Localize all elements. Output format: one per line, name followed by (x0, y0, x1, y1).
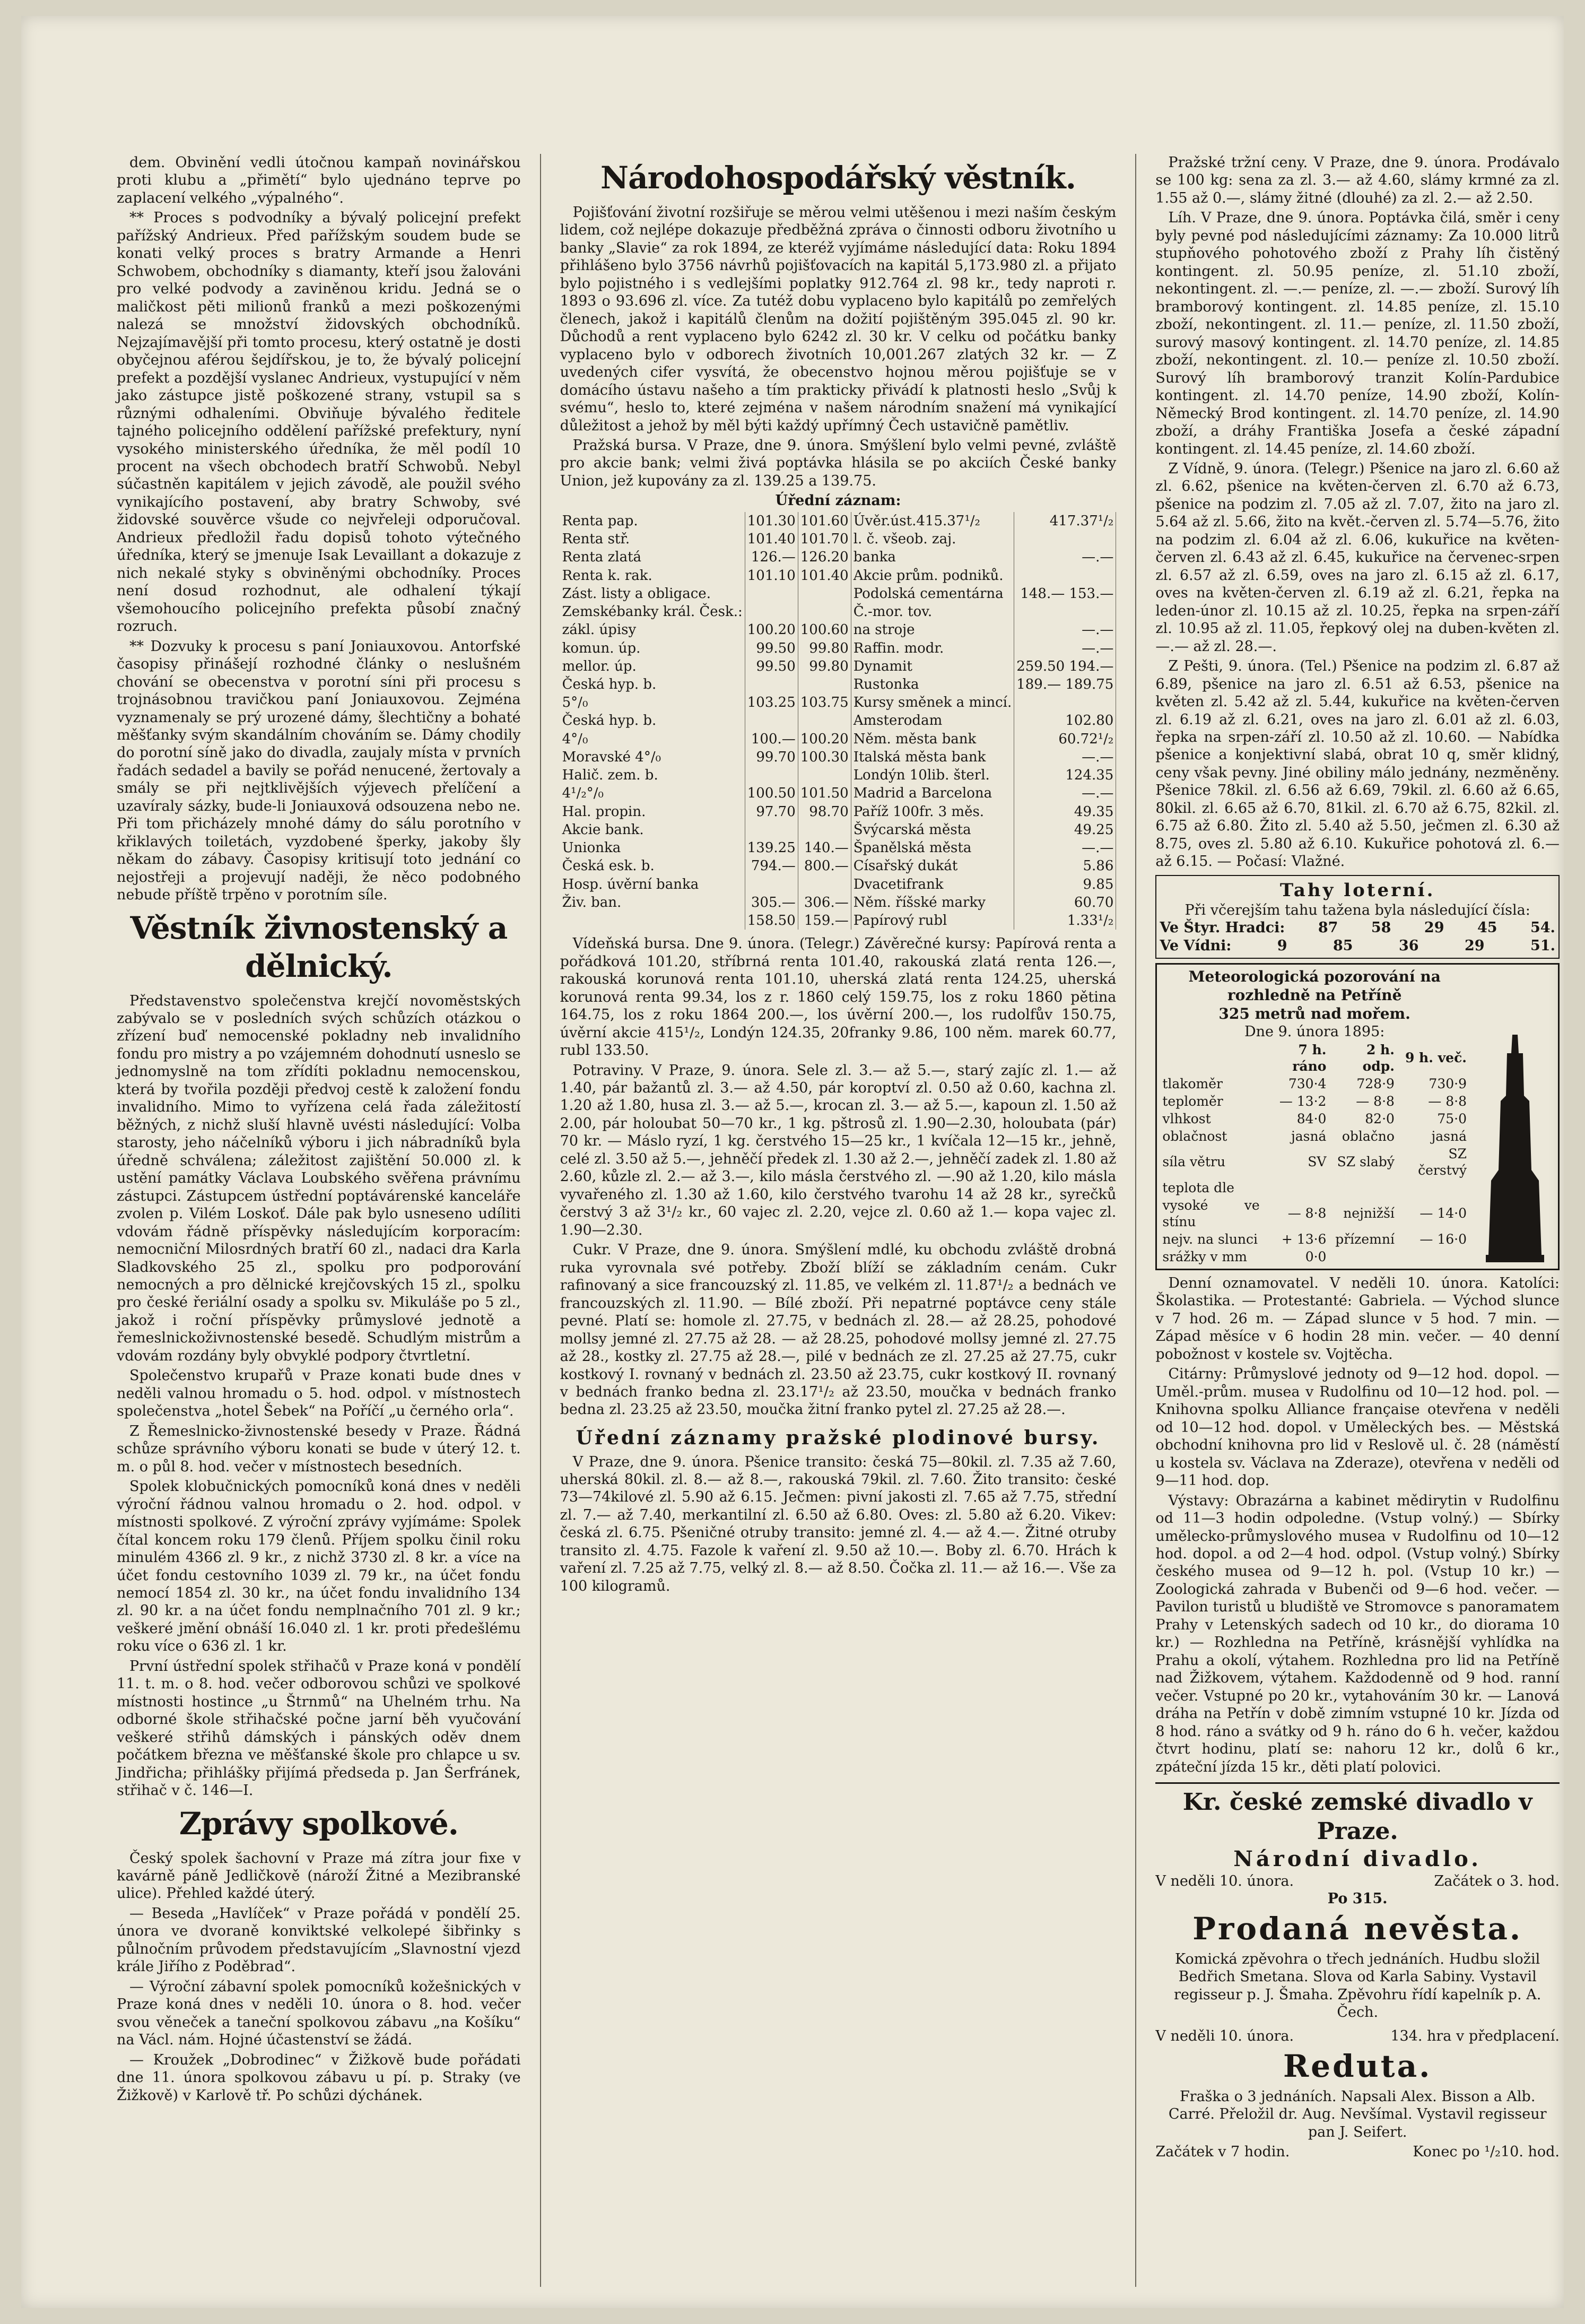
rates-cell (745, 603, 798, 621)
meteo-cell: — 8·8 (1356, 1093, 1395, 1109)
article-vienna-bourse: Vídeňská bursa. Dne 9. února. (Telegr.) Závěrečné kursy: Papírová renta a pořádková 101.20, stříbrná renta 101.40, rakouská zlatá renta 126.—, rakouská korunová renta 101.10, uherská zlatá renta 124.25, uherská korunová renta 99.34, los z r. 1860 celý 159.75, los z roku 1860 pětina 164.75, los z roku 1864 200.—, los úvěrní 200.—, los rudolfův 150.75, úvěrní akcie 415¹/₂, Londýn 124.35, 20franky 9.86, 100 něm. marek 60.77, rubl 133.50. (560, 935, 1117, 1059)
article-dobrodinec: — Kroužek „Dobrodinec“ v Žižkově bude pořádati dne 11. února spolkovou zábavu u pí. p. Straky (ve Žižkově) v Karlově tř. Po schůzi dýchánek. (117, 2051, 521, 2104)
rates-cell: 60.72¹/₂ (1014, 730, 1116, 748)
lottery-row (1160, 919, 1555, 936)
rates-cell: Hal. propin. (560, 803, 745, 821)
lottery-rows (1160, 919, 1555, 955)
article-market-prices: Pražské tržní ceny. V Praze, dne 9. února. Prodávalo se 100 kg: sena za zl. 3.— až 4.60, slámy krmné za zl. 1.55 až 0.—, slámy žitné (dlouhé) za zl. 2.— až 2.50. (1155, 154, 1560, 206)
rates-cell (745, 766, 798, 784)
lottery-number: 29 (1465, 937, 1485, 954)
article-millers: Společenstvo krupařů v Praze konati bude dnes v neděli valnou hromadu o 5. hod. odpol. v místnostech společenstva „hotel Šebek“ na Poříčí „u černého orla“. (117, 1367, 521, 1420)
rates-title: Úřední záznam: (775, 492, 901, 509)
meteo-cell: oblačno (1342, 1128, 1395, 1144)
show2-desc: Fraška o 3 jednáních. Napsali Alex. Bisson a Alb. Carré. Přeložil dr. Aug. Nevšímal. Vystavil regisseur pan J. Seifert. (1168, 2088, 1547, 2140)
article-craft-club: Z Řemeslnicko-živnostenské besedy v Praze. Řádná schůze správního výboru konati se bude v úterý 12. t. m. o půl 8. hod. večer v místnostech besedních. (117, 1423, 521, 1475)
lottery-title: Tahy loterní. (1279, 879, 1435, 901)
rates-cell: 60.70 (1014, 894, 1116, 912)
rates-cell: Hosp. úvěrní banka (560, 875, 745, 894)
rates-cell: Unionka (560, 839, 745, 857)
article-reading-rooms: Citárny: Průmyslové jednoty od 9—12 hod. dopol. — Uměl.-prům. musea v Rudolfinu od 10—12 hod. pol. — Knihovna spolku Alliance française otevřena v neděli od 10—12 hod. dopol. v Uměleckých bes. — Městská obchodní knihovna pro lid v Reslově ul. č. 28 (náměstí u kostela sv. Václava na Zderaze), otevřena v neděli od 9—11 hod. dop. (1155, 1366, 1560, 1489)
meteo-cell: 84·0 (1296, 1111, 1327, 1126)
rates-cell: 103.25 (745, 693, 798, 712)
rates-cell: 189.— 189.75 (1014, 675, 1116, 693)
rates-cell: 4¹/₂°/₀ (560, 784, 745, 802)
rates-cell (745, 585, 798, 603)
lottery-number: 45 (1477, 920, 1497, 936)
rates-cell: Něm. města bank (851, 730, 1014, 748)
article-exhibitions: Výstavy: Obrazárna a kabinet mědirytin v Rudolfinu od 11—3 hodin odpoledne. (Vstup volný.) — Sbírky umělecko-průmyslového musea v Rudolfinu od 10—12 hod. dopol. a od 2—4 hod. odpol. (Vstup volný.) Sbírky českého musea od 9—12 h. pol. (Vstup 10 kr.) — Zoologická zahrada v Bubenči od 9—6 hod. večer. — Pavilon turistů u bludiště ve Stromovce s panoramatem Prahy v Letenských sadech od 10 kr., do diorama 10 kr.) — Rozhledna na Petříně, krásnější vyhlídka na Prahu a okolí, výtahem. Rozhledna pro lid na Petříně nad Žižkovem, výtahem. Každodenně od 9 hod. ranní večer. Vstupné po 20 kr., vytahováním 30 kr. — Lanová dráha na Petřín v době zimním vstupné 10 kr. Jízda od 8 hod. ráno a svátky od 9 h. ráno do 6 h. večer, každou čtvrt hodinu, platí se: nahoru 12 kr., dolů 6 kr., zpáteční jízda 15 kr., děti platí polovici. (1155, 1492, 1560, 1775)
rates-cell: —.— (1014, 548, 1116, 566)
meteo-cell: přízemní (1335, 1231, 1395, 1247)
rates-cell: 99.80 (798, 657, 851, 675)
show2-start: Začátek v 7 hodin. (1155, 2144, 1290, 2161)
theatre-listing (1155, 1782, 1560, 2161)
rates-cell (745, 821, 798, 839)
rates-cell: Papírový rubl (851, 912, 1014, 930)
rates-cell: 306.— (798, 894, 851, 912)
meteo-table (1160, 1041, 1469, 1265)
rates-row (560, 784, 1116, 802)
rates-cell: 417.37¹/₂ (1014, 512, 1116, 530)
rates-row (560, 912, 1116, 930)
column-1 (117, 154, 521, 2287)
meteo-title: Meteorologická pozorování na rozhledně na Petříně (1188, 968, 1441, 1004)
rates-cell (745, 712, 798, 730)
section-heading-clubs: Zprávy spolkové. (179, 1805, 458, 1842)
meteo-cell: 7 h. ráno (1292, 1042, 1327, 1074)
petrin-tower-icon (1475, 968, 1555, 1265)
rates-cell: banka (851, 548, 1014, 566)
rates-cell: Úvěr.úst.415.37¹/₂ (851, 512, 1014, 530)
rates-cell: Renta zlatá (560, 548, 745, 566)
theatre-title: Kr. české zemské divadlo v Praze. (1182, 1789, 1532, 1845)
rates-cell: Raffin. modr. (851, 639, 1014, 657)
rates-cell: Moravské 4°/₀ (560, 748, 745, 766)
show1-desc: Komická zpěvohra o třech jednáních. Hudbu složil Bedřich Smetana. Slova od Karla Sabiny. Vystavil regisseur p. J. Šmaha. Zpěvohru řídí kapelník p. A. Čech. (1174, 1950, 1542, 2021)
lottery-row (1160, 937, 1555, 955)
meteo-cell: nejnižší (1343, 1206, 1395, 1221)
rates-cell: Halič. zem. b. (560, 766, 745, 784)
meteo-subtitle: 325 metrů nad mořem. (1218, 1004, 1410, 1022)
meteo-cell: + 13·6 (1281, 1231, 1327, 1247)
rates-cell (1014, 693, 1116, 712)
lottery-number: 87 (1318, 920, 1338, 936)
rates-cell: —.— (1014, 839, 1116, 857)
rates-row (560, 548, 1116, 566)
rates-row (560, 821, 1116, 839)
lottery-number: 54. (1530, 920, 1555, 936)
rates-cell: 102.80 (1014, 712, 1116, 730)
column-2 (560, 154, 1117, 2287)
section-heading-economy: Národohospodářský věstník. (600, 160, 1076, 196)
rates-cell: 100.20 (798, 730, 851, 748)
meteo-cell: tlakoměr (1162, 1076, 1223, 1091)
article-cutters: První ústřední spolek střihačů v Praze koná v pondělí 11. t. m. o 8. hod. večer odborovou schůzi ve spolkové místnosti hostince „u Štrnmů“ na Uhelném trhu. Na odborné škole střihačské počne jarní běh vyučování veškeré střihů dámských i pánských oděv dnem počátkem března ve měšťanské škole pro chlapce u sv. Jindřicha; přihlášky přijímá předseda p. Jan Šerfránek, střihač v č. 146—I. (117, 1658, 521, 1799)
meteo-row (1160, 1128, 1469, 1145)
article-hatters: Spolek klobučnických pomocníků koná dnes v neděli výroční řádnou valnou hromadu o 2. hod. odpol. v místnosti spolkové. Z výroční zprávy vyjímáme: Spolek čítal koncem roku 179 členů. Příjem spolku činil roku minulém 4366 zl. 9 kr., z nichž 3730 zl. 8 kr. a více na účet fondu cestovního 1039 zl. 79 kr., na účet fondu nemocí 1854 zl. 30 kr., na účet fondu invalidního 134 zl. 90 kr. a na účet fondu nemplnačního 701 zl. 9 kr.; veškeré jmění obnáší 16.040 zl. 1 kr. proti předešlému roku více o 636 zl. 1 kr. (117, 1478, 521, 1655)
lottery-number: Ve Štyr. Hradci: (1160, 920, 1285, 936)
rates-cell: 98.70 (798, 803, 851, 821)
rates-cell: 5.86 (1014, 857, 1116, 875)
meteo-row (1160, 1179, 1469, 1196)
rates-cell (745, 875, 798, 894)
rates-row (560, 657, 1116, 675)
rates-cell: Akcie prům. podniků. (851, 567, 1014, 585)
rates-cell: 126.20 (798, 548, 851, 566)
meteo-cell: vysoké ve stínu (1162, 1197, 1260, 1229)
rates-cell: —.— (1014, 748, 1116, 766)
rates-cell: 140.— (798, 839, 851, 857)
newspaper-page (21, 16, 1564, 2308)
meteo-cell: 2 h. odp. (1362, 1042, 1395, 1074)
meteo-cell: — 8·8 (1287, 1206, 1327, 1221)
rates-cell: 4°/₀ (560, 730, 745, 748)
rates-cell: Dvacetifrank (851, 875, 1014, 894)
meteo-cell: jasná (1431, 1128, 1467, 1144)
rates-cell: 100.60 (798, 621, 851, 639)
meteo-cell: srážky v mm (1162, 1248, 1247, 1264)
meteo-row (1160, 1041, 1469, 1075)
rates-cell: Kursy směnek a mincí. (851, 693, 1014, 712)
rates-row (560, 766, 1116, 784)
rates-cell: na stroje (851, 621, 1014, 639)
meteo-cell: oblačnost (1162, 1128, 1227, 1144)
theatre-subtitle: Národní divadlo. (1233, 1846, 1482, 1872)
rates-cell: Č.-mor. tov. (851, 603, 1014, 621)
rates-cell: 99.70 (745, 748, 798, 766)
article-prague-bourse: Pražská bursa. V Praze, dne 9. února. Smýšlení bylo velmi pevné, zvláště pro akcie bank; velmi živá poptávka hlásila se po akciích České banky Union, jež kupovány za zl. 139.25 a 139.75. (560, 437, 1117, 489)
rates-cell: 5°/₀ (560, 693, 745, 712)
lottery-number: Ve Vídni: (1160, 937, 1232, 954)
meteo-cell: vlhkost (1162, 1111, 1211, 1126)
rates-cell: 103.75 (798, 693, 851, 712)
column-divider (1135, 154, 1136, 2287)
rates-cell: 259.50 194.— (1014, 657, 1116, 675)
rates-cell: 97.70 (745, 803, 798, 821)
rates-cell: Paříž 100fr. 3 měs. (851, 803, 1014, 821)
rates-cell: 101.40 (798, 567, 851, 585)
rates-cell: Amsterodam (851, 712, 1014, 730)
rates-row (560, 512, 1116, 530)
meteo-cell: SZ slabý (1337, 1154, 1395, 1170)
lottery-number: 29 (1424, 920, 1444, 936)
rates-row (560, 748, 1116, 766)
article-andrieux: ** Proces s podvodníky a bývalý policejní prefekt pařížský Andrieux. Před pařížským soudem bude se konati velký proces s bratry Armande a Henri Schwobem, obchodníky s diamanty, kteří jsou žalováni pro velké podvody a zaviněnou kridu. Jedná se o maličkost pěti milionů franků a mezi poškozenými nalezá se množství židovských obchodníků. Nejzajímavější při tomto procesu, který ostatně je dosti obyčejnou aférou šejdířskou, je to, že bývalý policejní prefekt a pozdější vyslanec Andrieux, vystupující v něm jako zástupce jistě poškozené strany, vstupil sa s různými odhaleními. Obviňuje bývalého ředitele tajného policejního oddělení pařížské prefektury, nyní vysokého ministerského úředníka, že měl podíl 10 procent na všech obchodech bratří Schwobů. Nebyl súčastněn kapitálem v jejich závodě, ale použil svého vynikajícího postavení, aby bratry Schwoby, své židovské souvěrce všude co nejvřeleji odporučoval. Andrieux předložil řadu dopisů tohoto výtečného úředníka, který se jmenuje Isak Levaillant a dokazuje z nich nekalé styky s obviněnými obchodníky. Proces není dosud rozhodnut, ale odhalení týkají všemohoucího policejního prefekta působí značný rozruch. (117, 210, 521, 635)
rates-row (560, 875, 1116, 894)
rates-row (560, 567, 1116, 585)
rates-cell (798, 603, 851, 621)
article-daily: Denní oznamovatel. V neděli 10. února. Katolíci: Školastika. — Protestanté: Gabriela. — Východ slunce v 7 hod. 26 m. — Západ slunce v 5 hod. 7 min. — Západ měsíce v 6 hodin 28 min. večer. — 40 denní pobožnost v kostele sv. Vojtěcha. (1155, 1274, 1560, 1363)
rates-cell: 100.— (745, 730, 798, 748)
rates-cell: 100.30 (798, 748, 851, 766)
meteo-cell (1160, 1041, 1261, 1075)
meteo-cell (1328, 1248, 1396, 1265)
article-furriers: — Výroční zábavní spolek pomocníků kožešnických v Praze koná dnes v neděli 10. února o 8. hod. večer svou věneček a taneční spolkovou zábavu „na Košíku“ na Václ. nám. Hojné účastenství se žádá. (117, 1978, 521, 2049)
rates-cell: Renta stř. (560, 530, 745, 548)
lottery-number: 51. (1530, 937, 1555, 954)
meteo-cell: SZ čerstvý (1418, 1146, 1467, 1178)
rates-row (560, 693, 1116, 712)
rates-cell: 800.— (798, 857, 851, 875)
column-3 (1155, 154, 1560, 2287)
rates-cell: —.— (1014, 621, 1116, 639)
meteo-cell: 0·0 (1305, 1248, 1327, 1264)
lottery-subtitle: Při včerejším tahu tažena byla následující čísla: (1185, 901, 1530, 918)
lottery-number: 9 (1277, 937, 1287, 954)
meteo-cell: — 16·0 (1419, 1231, 1467, 1247)
rates-cell (798, 821, 851, 839)
meteo-cell: teploměr (1162, 1093, 1223, 1109)
rates-cell: 305.— (745, 894, 798, 912)
rates-cell: 100.20 (745, 621, 798, 639)
rates-row (560, 530, 1116, 548)
rates-cell: 158.50 (745, 912, 798, 930)
rates-table (560, 512, 1117, 930)
article-joniaux: ** Dozvuky k procesu s paní Joniauxovou. Antorfské časopisy přinášejí rozhodné články o neslušném chování se obecenstva v porotní síni při procesu s trojnásobnou travičkou paní Joniauxovou. Zejména vyznamenaly se prý urozené dámy, šlechtičny a bohaté měšťanky svým skandálním chováním se. Dámy chodily do porotní síně jako do divadla, zaujaly místa v prvních řadách sedadel a bavily se pořád nenucené, žertovaly a smály se při nejtklivějších výjevech přelíčení a uzavíraly sázky, bude-li Joniauxová odsouzena nebo ne. Při tom přicházely mnohé dámy do sálu porotního v křiklavých toiletách, vyzdobené šperky, jakoby šly někam do zábavy. Časopisy kritisují toto jednání co nejostřeji a projevují naději, že něco podobného nebude příště trpěno v porotním síle. (117, 638, 521, 904)
rates-cell: Podolská cementárna (851, 585, 1014, 603)
rates-cell: Zást. listy a obligace. (560, 585, 745, 603)
rates-cell: 49.35 (1014, 803, 1116, 821)
rates-cell (560, 912, 745, 930)
rates-row (560, 839, 1116, 857)
rates-cell: 101.40 (745, 530, 798, 548)
rates-cell: Česká esk. b. (560, 857, 745, 875)
rates-cell (745, 675, 798, 693)
meteo-cell: síla větru (1162, 1154, 1226, 1170)
rates-cell (1014, 603, 1116, 621)
rates-cell: 9.85 (1014, 875, 1116, 894)
rates-cell: Císařský dukát (851, 857, 1014, 875)
rates-cell (798, 675, 851, 693)
rates-cell: 101.50 (798, 784, 851, 802)
rates-cell (1014, 530, 1116, 548)
meteo-cell (1262, 1179, 1329, 1196)
meteo-cell: 728·9 (1356, 1076, 1395, 1091)
rates-row (560, 894, 1116, 912)
show1-number: Po 315. (1327, 1891, 1388, 1907)
rates-cell: 124.35 (1014, 766, 1116, 784)
meteo-row (1160, 1230, 1469, 1248)
rates-cell: Rustonka (851, 675, 1014, 693)
rates-cell: Renta k. rak. (560, 567, 745, 585)
meteo-cell: teplota dle (1162, 1180, 1234, 1195)
rates-cell: Renta pap. (560, 512, 745, 530)
article-pest-grain: Z Pešti, 9. února. (Tel.) Pšenice na podzim zl. 6.87 až 6.89, pšenice na jaro zl. 6.51 až 6.53, pšenice na květen zl. 5.42 až zl. 5.44, kukuřice na květen-červen zl. 6.19 až zl. 6.21, oves na jaro zl. 6.01 až zl. 6.03, řepka na srpen-září zl. 10.50 až zl. 10.60. — Nabídka pšenice a konjektivní slabá, obrat 10 q, směr klidný, ceny však pevny. Jiné obiliny málo jednány, nezměněny. Pšenice 78kil. zl. 6.56 až 6.69, 79kil. zl. 6.60 až 6.65, 80kil. zl. 6.65 až 6.70, 81kil. zl. 6.70 až 6.75, 82kil. zl. 6.75 až 6.80. Žito zl. 5.40 až 5.50, ječmen zl. 6.30 až 8.75, oves zl. 5.80 až 6.10. Kukuřice pohotová zl. 6.— až 6.15. — Počasí: Vlažné. (1155, 658, 1560, 870)
lottery-number: 85 (1333, 937, 1353, 954)
rates-row (560, 857, 1116, 875)
rates-cell: Italská města bank (851, 748, 1014, 766)
rates-cell: Něm. říšské marky (851, 894, 1014, 912)
rates-cell: Česká hyp. b. (560, 712, 745, 730)
show2-title: Reduta. (1283, 2048, 1432, 2084)
rates-cell: 101.30 (745, 512, 798, 530)
show1-start: Začátek o 3. hod. (1434, 1872, 1560, 1889)
section-heading-trade: Věstník živnostenský a dělnický. (130, 909, 508, 984)
rates-cell: 49.25 (1014, 821, 1116, 839)
rates-row (560, 803, 1116, 821)
rates-cell: Zemskébanky král. Česk.: (560, 603, 745, 621)
show1-date: V neděli 10. února. (1155, 1872, 1294, 1889)
meteo-cell (1397, 1179, 1469, 1196)
article-vienna-grain: Z Vídně, 9. února. (Telegr.) Pšenice na jaro zl. 6.60 až zl. 6.62, pšenice na květen-červen zl. 6.70 až 6.73, pšenice na podzim zl. 7.05 až zl. 7.07, žito na jaro zl. 5.64 až zl. 5.66, žito na květ.-červen zl. 5.74—5.76, žito na podzim zl. 6.04 až zl. 6.06, kukuřice na květen-červen zl. 6.43 až zl. 6.45, kukuřice na červenec-srpen zl. 6.57 až zl. 6.59, oves na jaro zl. 6.15 až zl. 6.17, oves na květen-červen zl. 6.19 až zl. 6.21, řepka na leden-únor zl. 10.15 až zl. 10.25, řepka na srpen-září zl. 10.95 až zl. 11.05, řepkový olej na duben-květen zl. —.— až zl. 28.—. (1155, 460, 1560, 655)
show1-title: Prodaná nevěsta. (1192, 1910, 1523, 1947)
rates-cell: Akcie bank. (560, 821, 745, 839)
article-food: Potraviny. V Praze, 9. února. Sele zl. 3.— až 5.—, starý zajíc zl. 1.— až 1.40, pár bažantů zl. 3.— až 4.50, pár koroptví zl. 0.50 až 0.60, kachna zl. 1.20 až 1.80, husa zl. 3.— až 5.—, krocan zl. 3.— až 5.—, kapoun zl. 1.50 až 2.00, pár holoubat 50—70 kr., 1 kg. pštrosů zl. 1.90—2.30, holoubata (pár) 70 kr. — Máslo ryzí, 1 kg. čerstvého 15—25 kr., 1 kvíčala 12—15 kr., jehně, celé zl. 3.50 až 5.—, jehněčí předek zl. 1.30 až 2.—, jehněčí zadek zl. 1.80 až 2.60, kůzle zl. 2.— až 3.—, kilo másla čerstvého zl. —.90 až 1.20, kilo másla vyvařeného zl. 1.30 až 1.60, kilo čerstvého tvarohu 14 až 28 kr., syrečků čerstvý 3 až 3¹/₂ kr., 60 vajec zl. 2.20, vejce zl. 0.60 až 1.— kopa vajec zl. 1.90—2.30. (560, 1062, 1117, 1238)
section-heading-grain: Úřední záznamy pražské plodinové bursy. (576, 1426, 1101, 1449)
rates-cell: 101.60 (798, 512, 851, 530)
meteo-cell: 9 h. več. (1405, 1050, 1467, 1066)
meteo-cell: jasná (1291, 1128, 1327, 1144)
rates-cell: 99.80 (798, 639, 851, 657)
article-havlicek: — Beseda „Havlíček“ v Praze pořádá v pondělí 25. února ve dvoraně konviktské velkolepé šibřinky s půlnočním průvodem představujícím „Slavnostní vjezd krále Jiřího z Poděbrad“. (117, 1905, 521, 1975)
rates-cell: 148.— 153.— (1014, 585, 1116, 603)
rates-cell: komun. úp. (560, 639, 745, 657)
meteo-cell: 75·0 (1437, 1111, 1467, 1126)
rates-row (560, 639, 1116, 657)
rates-cell: Živ. ban. (560, 894, 745, 912)
rates-row (560, 603, 1116, 621)
meteo-cell: 730·9 (1429, 1076, 1467, 1091)
rates-row (560, 621, 1116, 639)
meteo-row (1160, 1092, 1469, 1110)
meteo-cell: 82·0 (1365, 1111, 1395, 1126)
rates-cell: 99.50 (745, 657, 798, 675)
rates-cell (798, 585, 851, 603)
meteo-cell: 730·4 (1288, 1076, 1327, 1091)
column-divider (540, 154, 541, 2287)
rates-cell (798, 875, 851, 894)
meteo-cell: SV (1308, 1154, 1327, 1170)
rates-cell (1014, 567, 1116, 585)
article-insurance: Pojišťování životní rozšiřuje se měrou velmi utěšenou i mezi naším českým lidem, což nejlépe dokazuje předběžná zpráva o činnosti odboru životního u banky „Slavie“ za rok 1894, ze kteréž vyjímáme následující data: Roku 1894 přihlášeno bylo 3756 návrhů pojišťovacích na kapitál 5,173.980 zl. a přijato bylo pojistného i s vedlejšími poplatky 912.764 zl. 98 kr., tedy naproti r. 1893 o 93.696 zl. více. Za tutéž dobu vyplaceno bylo kapitálů po zemřelých členech, jakož i kapitálů členům na dožití pojištěným 395.045 zl. 90 kr. Důchodů a rent vyplaceno bylo 6242 zl. 30 kr. V celku od počátku banky vyplaceno bylo v odborech životních 10,001.267 zlatých 32 kr. — Z uvedených cifer vysvítá, že obecenstvo hojnou měrou pojišťuje se v domácího ústavu našeho a tím prakticky přivádí k platnosti heslo „Svůj k svému“, heslo to, které zejména v našem národním snažení má vynikající důležitost a jehož by měl býti každý upřímný Čech ustavičně pamětliv. (560, 204, 1117, 434)
show2-date: V neděli 10. února. (1155, 2028, 1294, 2045)
rates-cell: 126.— (745, 548, 798, 566)
meteo-cell: — 8·8 (1428, 1093, 1467, 1109)
rates-cell: l. č. všeob. zaj. (851, 530, 1014, 548)
meteo-cell: — 13·2 (1279, 1093, 1327, 1109)
show2-end: Konec po ¹/₂10. hod. (1413, 2144, 1560, 2161)
rates-cell: Švýcarská města (851, 821, 1014, 839)
rates-cell (798, 712, 851, 730)
lottery-number: 36 (1399, 937, 1419, 954)
meteo-row (1160, 1075, 1469, 1092)
article-chess: Český spolek šachovní v Praze má zítra jour fixe v kavárně páně Jedličkově (nároží Žitné a Mezibranské ulice). Přehled každé úterý. (117, 1850, 521, 1902)
rates-cell: 99.50 (745, 639, 798, 657)
meteo-row (1160, 1110, 1469, 1128)
rates-row (560, 675, 1116, 693)
meteo-row (1160, 1196, 1469, 1230)
meteo-cell (1397, 1248, 1469, 1265)
rates-cell: Španělská města (851, 839, 1014, 857)
show2-number: 134. hra v předplacení. (1390, 2028, 1560, 2045)
rates-cell: 139.25 (745, 839, 798, 857)
lottery-number: 58 (1371, 920, 1391, 936)
rates-cell: 101.10 (745, 567, 798, 585)
rates-cell: Madrid a Barcelona (851, 784, 1014, 802)
rates-cell: mellor. úp. (560, 657, 745, 675)
rates-cell (798, 766, 851, 784)
meteo-row (1160, 1248, 1469, 1265)
rates-cell: 100.50 (745, 784, 798, 802)
rates-cell: —.— (1014, 639, 1116, 657)
rates-cell: zákl. úpisy (560, 621, 745, 639)
rates-cell: 794.— (745, 857, 798, 875)
meteo-box (1155, 963, 1560, 1270)
rates-cell: Londýn 10lib. šterl. (851, 766, 1014, 784)
lottery-box (1155, 875, 1560, 959)
rates-row (560, 585, 1116, 603)
rates-row (560, 730, 1116, 748)
rates-cell: 1.33¹/₂ (1014, 912, 1116, 930)
meteo-date: Dne 9. února 1895: (1244, 1024, 1385, 1040)
rates-cell: 159.— (798, 912, 851, 930)
article-grain: V Praze, dne 9. února. Pšenice transito: česká 75—80kil. zl. 7.35 až 7.60, uherská 80kil. zl. 8.— až 8.—, rakouská 79kil. zl. 7.60. Žito transito: české 73—74kilové zl. 5.90 až 6.15. Ječmen: pivní jakosti zl. 7.65 až 7.75, střední zl. 7.— až 7.40, merkantilní zl. 6.50 až 6.80. Oves: zl. 5.80 až 6.20. Vikev: česká zl. 6.75. Pšeničné otruby transito: jemné zl. 4.— až 4.—. Žitné otruby transito zl. 4.75. Fazole k vaření zl. 9.50 až 10.—. Boby zl. 6.70. Hrách k vaření zl. 7.25 až 7.75, velký zl. 8.— až 8.50. Čočka zl. 11.— až 16.—. Vše za 100 kilogramů. (560, 1453, 1117, 1594)
article-spirits: Líh. V Praze, dne 9. února. Poptávka čilá, směr i ceny byly pevné pod následujícími záznamy: Za 10.000 litrů stupňového pohotového zboží z Prahy líh čistěný kontingent. zl. 50.95 peníze, zl. 51.10 zboží, nekontingent. zl. —.— peníze, zl. —.— zboží. Surový líh bramborový kontingent. zl. 14.85 peníze, zl. 15.10 zboží, nekontingent. zl. 11.— peníze, zl. 11.50 zboží, surový masový kontingent. zl. 14.70 peníze, zl. 14.85 zboží, nekontingent. zl. 10.— peníze zl. 10.50 zboží. Surový líh bramborový tranzit Kolín-Pardubice kontingent. zl. 14.70 peníze, 14.90 zboží, Kolín-Německý Brod kontingent. zl. 14.70 peníze, zl. 14.90 zboží, a dráhy Františka Josefa a české západní kontingent. zl. 14.45 peníze, zl. 14.60 zboží. (1155, 210, 1560, 457)
rates-cell: Česká hyp. b. (560, 675, 745, 693)
rates-row (560, 712, 1116, 730)
meteo-cell: nejv. na slunci (1162, 1231, 1258, 1247)
rates-cell: 101.70 (798, 530, 851, 548)
meteo-cell: — 14·0 (1419, 1206, 1467, 1221)
page-columns (117, 154, 1560, 2287)
meteo-cell (1328, 1179, 1396, 1196)
rates-cell: —.— (1014, 784, 1116, 802)
meteo-row (1160, 1145, 1469, 1179)
article-intro: dem. Obvinění vedli útočnou kampaň novinářskou proti klubu a „přimětí“ bylo ujednáno teprve po zaplacení velkého „výpalného“. (117, 154, 521, 206)
article-tailors: Představenstvo společenstva krejčí novoměstských zabývalo se v posledních svých schůzích otázkou o zřízení buď nemocenské pokladny neb invalidního fondu pro mistry a po vzájemném dohodnutí usneslo se jednomyslně na tom zřídíti pokladnu nemocenskou, která by tvořila později předvoj cestě k založení fondu invalidního. Mimo to vyřízena celá řada záležitostí běžných, z nichž sluší hlavně uvésti následující: Volba starosty, jeho náčelníků výboru i jich nábradníků byla úředně schválena; záležitost zajištění 50.000 zl. k ustění památky Václava Loubského svěřena právnímu zástupci. Zástupcem ústřední poptávárenské kanceláře zvolen p. Vilém Loskoť. Dále pak bylo usneseno udíliti vdovám řádně příspěvky následujícím korporacím: nemocniční Milosrdných bratří 60 zl., nadaci dra Karla Sladkovského 25 zl., spolku pro podporování nemocných a pro dělnické krejčovských 15 zl., spolku pro české řeriální osady a spolku sv. Mikuláše po 5 zl., jakož i roční příspěvky průmyslové jednotě a řemeslnickoživnostenské besedě. Schudlým mistrům a vdovám rozdány byly obvyklé podpory čtvrtletní. (117, 992, 521, 1364)
article-sugar: Cukr. V Praze, dne 9. února. Smýšlení mdlé, ku obchodu zvláště drobná ruka vyrovnala své potřeby. Zboží blíží se základním cenám. Cukr rafinovaný a sice francouzský zl. 11.85, ve velkém zl. 11.87¹/₂ a bednách ve francouzských zl. 11.90. — Bílé zboží. Při nepatrné poptávce ceny stále pevné. Platí se: homole zl. 27.75, v bednách zl. 28.— až 28.25, pohodové mollsy jemné zl. 27.75 až 28. — až 28.25, pohodové mollsy jemné zl. 27.75 až 28., kostky zl. 27.75 až 28.—, pilé v bednách ze zl. 27.25 až 27.75, cukr kostkový I. rovnaný v bednách zl. 23.50 až 23.75, cukr kostkový II. rovnaný v bednách franko bedna zl. 23.17¹/₂ až 23.50, moučka v bednách franko bedna zl. 23.25 až 23.50, moučka žitní franko pytel zl. 27.25 až 28.—. (560, 1242, 1117, 1418)
rates-cell: Dynamit (851, 657, 1014, 675)
